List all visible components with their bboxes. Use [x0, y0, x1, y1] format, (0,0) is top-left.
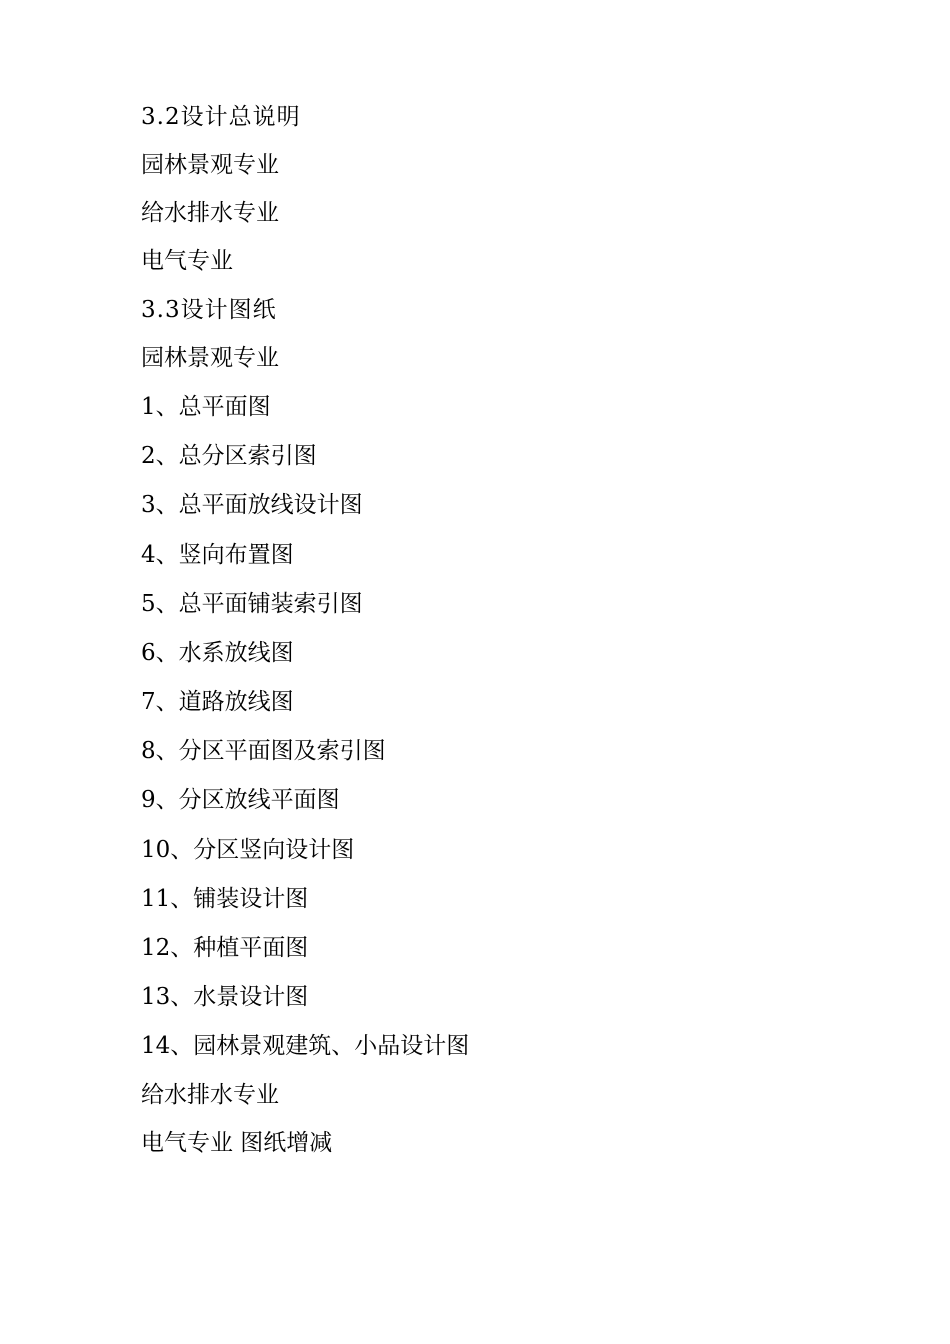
list-item: 8、分区平面图及索引图 [141, 738, 386, 764]
list-item: 3、总平面放线设计图 [141, 492, 363, 518]
subsection-landscape: 园林景观专业 [141, 152, 279, 178]
list-item: 10、分区竖向设计图 [141, 837, 355, 863]
subsection-electrical-drawings: 电气专业 图纸增减 [141, 1130, 333, 1156]
list-item: 1、总平面图 [141, 394, 271, 420]
list-item: 13、水景设计图 [141, 984, 309, 1010]
list-item: 11、铺装设计图 [141, 886, 309, 912]
subsection-electrical: 电气专业 [141, 248, 233, 274]
subsection-landscape-drawings: 园林景观专业 [141, 345, 279, 371]
subsection-water-supply-drainage-drawings: 给水排水专业 [141, 1082, 279, 1108]
list-item: 12、种植平面图 [141, 935, 309, 961]
list-item: 4、竖向布置图 [141, 542, 294, 568]
list-item: 14、园林景观建筑、小品设计图 [141, 1033, 470, 1059]
list-item: 2、总分区索引图 [141, 443, 317, 469]
subsection-water-supply-drainage: 给水排水专业 [141, 200, 279, 226]
section-heading-3-3: 3.3设计图纸 [141, 297, 277, 323]
list-item: 9、分区放线平面图 [141, 787, 340, 813]
list-item: 5、总平面铺装索引图 [141, 591, 363, 617]
list-item: 7、道路放线图 [141, 689, 294, 715]
list-item: 6、水系放线图 [141, 640, 294, 666]
section-heading-3-2: 3.2设计总说明 [141, 104, 301, 130]
